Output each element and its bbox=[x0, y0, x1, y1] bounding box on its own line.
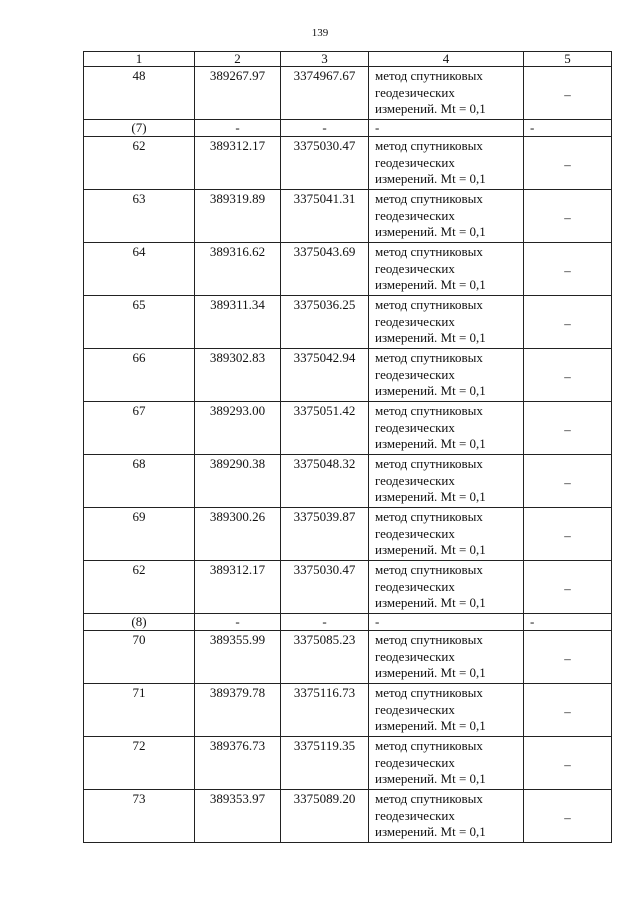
table-row bbox=[84, 684, 612, 737]
point-number-cell: 67 bbox=[84, 402, 195, 455]
method-cell bbox=[369, 296, 524, 349]
method-text-line: измерений. Mt = 0,1 bbox=[375, 171, 486, 186]
mark-cell: - bbox=[524, 614, 612, 631]
dash-mark: – bbox=[564, 475, 571, 490]
point-number-cell: 72 bbox=[84, 737, 195, 790]
table-row bbox=[84, 349, 612, 402]
mark-cell bbox=[524, 631, 612, 684]
dash-mark: – bbox=[564, 422, 571, 437]
mark-cell bbox=[524, 455, 612, 508]
method-cell bbox=[369, 790, 524, 843]
dash-mark: – bbox=[564, 157, 571, 172]
y-cell: - bbox=[281, 120, 369, 137]
mark-cell bbox=[524, 508, 612, 561]
y-coordinate-cell: 3375051.42 bbox=[281, 402, 369, 455]
mark-cell bbox=[524, 190, 612, 243]
y-coordinate-cell: 3375036.25 bbox=[281, 296, 369, 349]
method-text-line: измерений. Mt = 0,1 bbox=[375, 277, 486, 292]
y-coordinate-cell: 3375085.23 bbox=[281, 631, 369, 684]
dash-mark: – bbox=[564, 210, 571, 225]
y-coordinate-cell: 3375039.87 bbox=[281, 508, 369, 561]
coordinates-table bbox=[83, 51, 612, 843]
point-number-cell: 62 bbox=[84, 137, 195, 190]
method-text-line: геодезических bbox=[375, 578, 455, 594]
x-coordinate-cell: 389312.17 bbox=[195, 561, 281, 614]
method-text-line: метод спутниковых bbox=[375, 685, 483, 700]
table-row bbox=[84, 737, 612, 790]
table-row bbox=[84, 631, 612, 684]
point-number-cell: 69 bbox=[84, 508, 195, 561]
dash-mark: – bbox=[564, 316, 571, 331]
mark-cell bbox=[524, 684, 612, 737]
y-coordinate-cell: 3375089.20 bbox=[281, 790, 369, 843]
method-text-line: измерений. Mt = 0,1 bbox=[375, 824, 486, 839]
column-header-1: 1 bbox=[84, 52, 195, 67]
dash-mark: – bbox=[564, 581, 571, 596]
x-coordinate-cell: 389311.34 bbox=[195, 296, 281, 349]
method-text-line: метод спутниковых bbox=[375, 791, 483, 806]
table-row bbox=[84, 508, 612, 561]
method-text-line: геодезических bbox=[375, 207, 455, 223]
method-cell bbox=[369, 243, 524, 296]
dash-mark: – bbox=[564, 810, 571, 825]
dash-mark: – bbox=[564, 87, 571, 102]
method-text-line: метод спутниковых bbox=[375, 191, 483, 206]
method-cell bbox=[369, 455, 524, 508]
page-number: 139 bbox=[311, 27, 329, 39]
point-number-cell: 65 bbox=[84, 296, 195, 349]
table-row bbox=[84, 67, 612, 120]
x-coordinate-cell: 389290.38 bbox=[195, 455, 281, 508]
table-row bbox=[84, 243, 612, 296]
dash-mark: – bbox=[564, 263, 571, 278]
point-number-cell: 48 bbox=[84, 67, 195, 120]
point-number-cell: 66 bbox=[84, 349, 195, 402]
method-text-line: измерений. Mt = 0,1 bbox=[375, 224, 486, 239]
section-label: (7) bbox=[84, 120, 195, 137]
method-cell bbox=[369, 190, 524, 243]
table-row bbox=[84, 137, 612, 190]
point-number-cell: 63 bbox=[84, 190, 195, 243]
table-separator-row bbox=[84, 614, 612, 631]
method-text-line: геодезических bbox=[375, 313, 455, 329]
dash-mark: – bbox=[564, 651, 571, 666]
method-cell: - bbox=[369, 120, 524, 137]
method-cell bbox=[369, 684, 524, 737]
point-number-cell: 68 bbox=[84, 455, 195, 508]
point-number-cell: 64 bbox=[84, 243, 195, 296]
method-text-line: геодезических bbox=[375, 419, 455, 435]
method-text-line: геодезических bbox=[375, 366, 455, 382]
table-row bbox=[84, 561, 612, 614]
method-cell bbox=[369, 67, 524, 120]
x-coordinate-cell: 389267.97 bbox=[195, 67, 281, 120]
table-row bbox=[84, 455, 612, 508]
method-text-line: геодезических bbox=[375, 260, 455, 276]
method-text-line: метод спутниковых bbox=[375, 738, 483, 753]
method-text-line: измерений. Mt = 0,1 bbox=[375, 595, 486, 610]
dash-mark: – bbox=[564, 704, 571, 719]
x-coordinate-cell: 389300.26 bbox=[195, 508, 281, 561]
y-coordinate-cell: 3375030.47 bbox=[281, 561, 369, 614]
x-coordinate-cell: 389316.62 bbox=[195, 243, 281, 296]
method-text-line: метод спутниковых bbox=[375, 562, 483, 577]
method-text-line: геодезических bbox=[375, 84, 455, 100]
column-header-2: 2 bbox=[195, 52, 281, 67]
method-text-line: измерений. Mt = 0,1 bbox=[375, 665, 486, 680]
method-text-line: геодезических bbox=[375, 701, 455, 717]
x-coordinate-cell: 389355.99 bbox=[195, 631, 281, 684]
mark-cell: - bbox=[524, 120, 612, 137]
method-text-line: метод спутниковых bbox=[375, 350, 483, 365]
method-cell bbox=[369, 737, 524, 790]
method-text-line: метод спутниковых bbox=[375, 244, 483, 259]
table-row bbox=[84, 402, 612, 455]
point-number-cell: 71 bbox=[84, 684, 195, 737]
point-number-cell: 73 bbox=[84, 790, 195, 843]
method-text-line: измерений. Mt = 0,1 bbox=[375, 330, 486, 345]
dash-mark: – bbox=[564, 369, 571, 384]
y-coordinate-cell: 3374967.67 bbox=[281, 67, 369, 120]
column-header-4: 4 bbox=[369, 52, 524, 67]
method-text-line: метод спутниковых bbox=[375, 68, 483, 83]
method-text-line: метод спутниковых bbox=[375, 456, 483, 471]
table-body bbox=[84, 67, 612, 843]
method-text-line: измерений. Mt = 0,1 bbox=[375, 542, 486, 557]
section-label: (8) bbox=[84, 614, 195, 631]
table-row bbox=[84, 190, 612, 243]
method-text-line: метод спутниковых bbox=[375, 509, 483, 524]
method-text-line: метод спутниковых bbox=[375, 297, 483, 312]
x-coordinate-cell: 389302.83 bbox=[195, 349, 281, 402]
y-coordinate-cell: 3375042.94 bbox=[281, 349, 369, 402]
method-text-line: измерений. Mt = 0,1 bbox=[375, 718, 486, 733]
x-coordinate-cell: 389379.78 bbox=[195, 684, 281, 737]
method-text-line: геодезических bbox=[375, 525, 455, 541]
method-text-line: измерений. Mt = 0,1 bbox=[375, 383, 486, 398]
x-coordinate-cell: 389353.97 bbox=[195, 790, 281, 843]
table-row bbox=[84, 790, 612, 843]
mark-cell bbox=[524, 737, 612, 790]
method-text-line: метод спутниковых bbox=[375, 138, 483, 153]
point-number-cell: 62 bbox=[84, 561, 195, 614]
method-cell bbox=[369, 631, 524, 684]
method-text-line: геодезических bbox=[375, 154, 455, 170]
mark-cell bbox=[524, 243, 612, 296]
method-text-line: метод спутниковых bbox=[375, 403, 483, 418]
x-coordinate-cell: 389312.17 bbox=[195, 137, 281, 190]
x-cell: - bbox=[195, 120, 281, 137]
method-cell bbox=[369, 349, 524, 402]
method-text-line: геодезических bbox=[375, 807, 455, 823]
method-text-line: геодезических bbox=[375, 472, 455, 488]
column-header-3: 3 bbox=[281, 52, 369, 67]
mark-cell bbox=[524, 137, 612, 190]
mark-cell bbox=[524, 790, 612, 843]
mark-cell bbox=[524, 296, 612, 349]
method-text-line: геодезических bbox=[375, 648, 455, 664]
y-coordinate-cell: 3375043.69 bbox=[281, 243, 369, 296]
dash-mark: – bbox=[564, 757, 571, 772]
mark-cell bbox=[524, 67, 612, 120]
method-text-line: измерений. Mt = 0,1 bbox=[375, 101, 486, 116]
x-cell: - bbox=[195, 614, 281, 631]
table-header-row bbox=[84, 52, 612, 67]
method-text-line: измерений. Mt = 0,1 bbox=[375, 436, 486, 451]
x-coordinate-cell: 389319.89 bbox=[195, 190, 281, 243]
mark-cell bbox=[524, 349, 612, 402]
dash-mark: – bbox=[564, 528, 571, 543]
y-coordinate-cell: 3375116.73 bbox=[281, 684, 369, 737]
x-coordinate-cell: 389293.00 bbox=[195, 402, 281, 455]
method-cell bbox=[369, 561, 524, 614]
method-cell bbox=[369, 137, 524, 190]
method-text-line: геодезических bbox=[375, 754, 455, 770]
column-header-5: 5 bbox=[524, 52, 612, 67]
mark-cell bbox=[524, 561, 612, 614]
point-number-cell: 70 bbox=[84, 631, 195, 684]
method-text-line: измерений. Mt = 0,1 bbox=[375, 489, 486, 504]
x-coordinate-cell: 389376.73 bbox=[195, 737, 281, 790]
method-text-line: измерений. Mt = 0,1 bbox=[375, 771, 486, 786]
y-coordinate-cell: 3375048.32 bbox=[281, 455, 369, 508]
y-cell: - bbox=[281, 614, 369, 631]
y-coordinate-cell: 3375030.47 bbox=[281, 137, 369, 190]
y-coordinate-cell: 3375119.35 bbox=[281, 737, 369, 790]
method-cell bbox=[369, 508, 524, 561]
method-cell bbox=[369, 402, 524, 455]
y-coordinate-cell: 3375041.31 bbox=[281, 190, 369, 243]
method-text-line: метод спутниковых bbox=[375, 632, 483, 647]
method-cell: - bbox=[369, 614, 524, 631]
table-row bbox=[84, 296, 612, 349]
table-separator-row bbox=[84, 120, 612, 137]
mark-cell bbox=[524, 402, 612, 455]
